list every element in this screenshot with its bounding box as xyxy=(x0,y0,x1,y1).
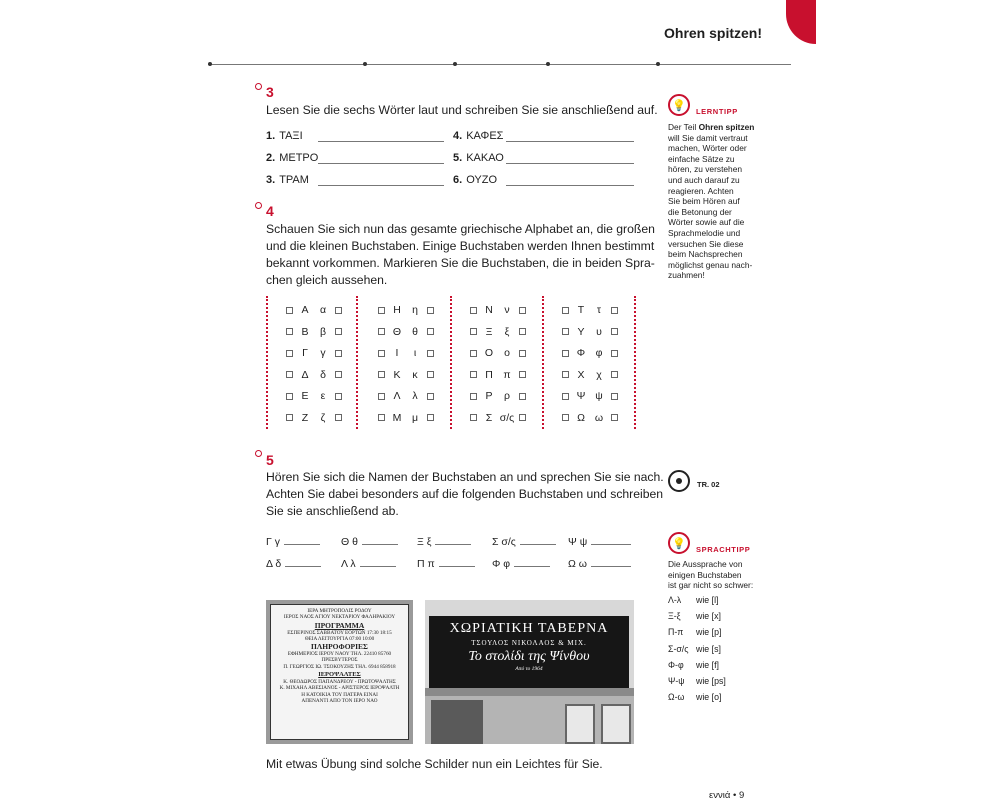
alphabet-letter: Ν ν xyxy=(467,303,529,317)
uppercase-checkbox[interactable] xyxy=(470,350,477,357)
alphabet-letter: Ξ ξ xyxy=(467,325,529,339)
uppercase-checkbox[interactable] xyxy=(378,393,385,400)
lowercase-checkbox[interactable] xyxy=(519,371,526,378)
sprachtipp-label: SPRACHTIPP xyxy=(696,545,751,554)
alphabet-letter: Λ λ xyxy=(375,389,437,403)
alphabet-letter: Ζ ζ xyxy=(283,411,345,425)
alphabet-letter: Θ θ xyxy=(375,325,437,339)
taverna-sign-photo xyxy=(425,600,634,744)
lowercase-checkbox[interactable] xyxy=(335,393,342,400)
letter-practice-item: Γ γ xyxy=(266,536,320,548)
practice-line[interactable] xyxy=(514,566,550,567)
lightbulb-icon: 💡 xyxy=(668,532,690,554)
lowercase-checkbox[interactable] xyxy=(427,328,434,335)
alphabet-letter: Φ φ xyxy=(559,346,621,360)
alphabet-letter: Β β xyxy=(283,325,345,339)
letter-practice-item: Φ φ xyxy=(492,558,550,570)
practice-line[interactable] xyxy=(439,566,475,567)
alphabet-letter: Ε ε xyxy=(283,389,345,403)
uppercase-checkbox[interactable] xyxy=(378,307,385,314)
sprachtipp-text: Die Aussprache von einigen Buchstaben ist gar nicht so schwer: xyxy=(668,559,754,591)
lowercase-checkbox[interactable] xyxy=(335,307,342,314)
uppercase-checkbox[interactable] xyxy=(562,371,569,378)
uppercase-checkbox[interactable] xyxy=(286,393,293,400)
lowercase-checkbox[interactable] xyxy=(611,393,618,400)
pronunciation-row: Ψ-ψ wie [ps] xyxy=(668,675,726,686)
lowercase-checkbox[interactable] xyxy=(335,350,342,357)
uppercase-checkbox[interactable] xyxy=(470,393,477,400)
letter-practice-item: Σ σ/ς xyxy=(492,536,556,548)
page-number: εννιά • 9 xyxy=(709,790,745,800)
letter-practice-item: Ψ ψ xyxy=(568,536,631,548)
word-answer-line[interactable] xyxy=(506,141,634,142)
word-item: 2. ΜΕΤΡΟ xyxy=(266,152,319,164)
alphabet-letter: Γ γ xyxy=(283,346,345,360)
uppercase-checkbox[interactable] xyxy=(562,307,569,314)
pronunciation-row: Ξ-ξ wie [x] xyxy=(668,611,721,622)
uppercase-checkbox[interactable] xyxy=(562,393,569,400)
alphabet-letter: Ρ ρ xyxy=(467,389,529,403)
church-plaque-photo: ΙΕΡΑ ΜΗΤΡΟΠΟΛΙΣ ΡΟΔΟΥ ΙΕΡΟΣ ΝΑΟΣ ΑΓΙΟΥ ΝΕΚΤΑΡΙΟΥ ΦΑΛΗΡΑΚΙΟΥ ΠΡΟΓΡΑΜΜΑ ΕΣΠΕΡΙΝΟΣ ΣΑΒΒΑΤΟΥ ΕΟΡΤΩΝ 17:30 18:15 ΘΕΙΑ ΛΕΙΤΟΥΡΓΙΑ 07:00 10:00 ΠΛΗΡΟΦΟΡΙΕΣ ΕΦΗΜΕΡΙΟΣ ΙΕΡΟΥ ΝΑΟΥ ΤΗΛ. 22410 85760 ΠΡΕΣΒΥΤΕΡΟΣ Π. ΓΕΩΡΓΙΟΣ ΙΩ. ΤΣΟΚΟΥΖΗΣ ΤΗΛ. 6944 858918 ΙΕΡΟΨΑΛΤΕΣ Κ. ΘΕΟΔΩΡΟΣ ΠΑΠΑΝΔΡΕΟΥ - ΠΡΩΤΟΨΑΛΤΗΣ Κ. ΜΙΧΑΗΛ ΑΒΕΣΙΑΝΟΣ - ΑΡΙΣΤΕΡΟΣ ΙΕΡΟΨΑΛΤΗ Η ΚΑΤΟΙΚΙΑ ΤΟΥ ΠΑΤΕΡΑ ΕΙΝΑΙ ΑΠΕΝΑΝΤΙ ΑΠΟ ΤΟΝ ΙΕΡΟ ΝΑΟ xyxy=(266,600,413,744)
exercise-5-instruction: Hören Sie sich die Namen der Buchstaben an und sprechen Sie sie nach. Achten Sie dabei besonders auf die folgenden Buchstaben und schreiben Sie sie anschließend ab. xyxy=(266,470,664,518)
alphabet-letter: Ο ο xyxy=(467,346,529,360)
uppercase-checkbox[interactable] xyxy=(378,414,385,421)
header-rule xyxy=(208,64,791,65)
alphabet-letter: Ψ ψ xyxy=(559,389,621,403)
lerntipp-label: LERNTIPP xyxy=(696,107,738,116)
uppercase-checkbox[interactable] xyxy=(470,414,477,421)
lowercase-checkbox[interactable] xyxy=(519,350,526,357)
exercise-5-number: 5 xyxy=(266,452,274,468)
lowercase-checkbox[interactable] xyxy=(611,350,618,357)
column-divider xyxy=(266,296,268,429)
letter-practice-item: Λ λ xyxy=(341,558,396,570)
alphabet-letter: Ω ω xyxy=(559,411,621,425)
exercise-3-number: 3 xyxy=(266,84,274,100)
word-item: 3. ΤΡΑΜ xyxy=(266,174,309,186)
lowercase-checkbox[interactable] xyxy=(611,414,618,421)
uppercase-checkbox[interactable] xyxy=(286,328,293,335)
column-divider xyxy=(634,296,636,429)
letter-practice-item: Θ θ xyxy=(341,536,398,548)
alphabet-letter: Μ μ xyxy=(375,411,437,425)
practice-line[interactable] xyxy=(435,544,471,545)
word-item: 5. ΚΑΚΑΟ xyxy=(453,152,504,164)
lowercase-checkbox[interactable] xyxy=(519,307,526,314)
column-divider xyxy=(450,296,452,429)
exercise-marker xyxy=(255,83,262,90)
uppercase-checkbox[interactable] xyxy=(286,414,293,421)
cd-icon[interactable] xyxy=(668,470,690,492)
alphabet-letter: Ι ι xyxy=(375,346,437,360)
lowercase-checkbox[interactable] xyxy=(335,414,342,421)
word-item: 1. ΤΑΞΙ xyxy=(266,130,303,142)
letter-practice-item: Ξ ξ xyxy=(417,536,471,548)
practice-line[interactable] xyxy=(591,566,631,567)
page-title: Ohren spitzen! xyxy=(664,25,763,41)
alphabet-letter: Κ κ xyxy=(375,368,437,382)
lowercase-checkbox[interactable] xyxy=(335,371,342,378)
word-answer-line[interactable] xyxy=(506,163,634,164)
alphabet-letter: Σ σ/ς xyxy=(467,411,529,425)
uppercase-checkbox[interactable] xyxy=(562,328,569,335)
word-answer-line[interactable] xyxy=(318,163,444,164)
lowercase-checkbox[interactable] xyxy=(611,371,618,378)
alphabet-letter: Τ τ xyxy=(559,303,621,317)
exercise-4-instruction: Schauen Sie sich nun das gesamte griechische Alphabet an, die großen und die kleinen Buchstaben. Einige Buchstaben werden Ihnen bestimmt bekannt vorkommen. Markieren Sie die Buchstaben, die in beiden Spra- chen gleich aussehen. xyxy=(266,222,655,287)
lightbulb-icon: 💡 xyxy=(668,94,690,116)
alphabet-letter: Π π xyxy=(467,368,529,382)
lowercase-checkbox[interactable] xyxy=(519,393,526,400)
exercise-marker xyxy=(255,450,262,457)
letter-practice-item: Δ δ xyxy=(266,558,321,570)
uppercase-checkbox[interactable] xyxy=(470,328,477,335)
column-divider xyxy=(542,296,544,429)
alphabet-letter: Α α xyxy=(283,303,345,317)
practice-line[interactable] xyxy=(284,544,320,545)
practice-line[interactable] xyxy=(360,566,396,567)
uppercase-checkbox[interactable] xyxy=(562,414,569,421)
word-item: 6. ΟΥΖΟ xyxy=(453,174,498,186)
taverna-sign: ΧΩΡΙΑΤΙΚΗ ΤΑΒΕΡΝΑ ΤΣΟΥΛΟΣ ΝΙΚΟΛΑΟΣ & ΜΙΧ. Το στολίδι της Ψίνθου Από το 1964 xyxy=(429,616,629,688)
uppercase-checkbox[interactable] xyxy=(378,371,385,378)
practice-line[interactable] xyxy=(285,566,321,567)
lerntipp-text: Der Teil Ohren spitzen will Sie damit vertraut machen, Wörter oder einfache Sätze zu hören, zu verstehen und auch darauf zu reagieren. Achten Sie beim Hören auf die Betonung der Wörter sowie auf die Sprachmelodie und versuchen Sie diese beim Nachsprechen möglichst genau nach- zuahmen! xyxy=(668,122,755,281)
uppercase-checkbox[interactable] xyxy=(378,350,385,357)
uppercase-checkbox[interactable] xyxy=(470,371,477,378)
lowercase-checkbox[interactable] xyxy=(427,393,434,400)
exercise-3-instruction: Lesen Sie die sechs Wörter laut und schreiben Sie sie anschließend auf. xyxy=(266,103,658,117)
alphabet-letter: Δ δ xyxy=(283,368,345,382)
uppercase-checkbox[interactable] xyxy=(286,350,293,357)
lowercase-checkbox[interactable] xyxy=(519,414,526,421)
pronunciation-row: Φ-φ wie [f] xyxy=(668,659,719,670)
pronunciation-table xyxy=(668,595,726,708)
lowercase-checkbox[interactable] xyxy=(427,371,434,378)
closing-sentence: Mit etwas Übung sind solche Schilder nun ein Leichtes für Sie. xyxy=(266,757,603,771)
track-label: TR. 02 xyxy=(697,480,720,489)
lowercase-checkbox[interactable] xyxy=(611,307,618,314)
pronunciation-row: Π-π wie [p] xyxy=(668,627,722,638)
exercise-marker xyxy=(255,202,262,209)
lowercase-checkbox[interactable] xyxy=(427,350,434,357)
alphabet-letter: Χ χ xyxy=(559,368,621,382)
lowercase-checkbox[interactable] xyxy=(427,307,434,314)
pronunciation-row: Ω-ω wie [o] xyxy=(668,692,722,703)
word-item: 4. ΚΑΦΕΣ xyxy=(453,130,504,142)
alphabet-letter: Η η xyxy=(375,303,437,317)
pronunciation-row: Λ-λ wie [l] xyxy=(668,595,719,605)
column-divider xyxy=(356,296,358,429)
letter-practice-item: Ω ω xyxy=(568,558,631,570)
uppercase-checkbox[interactable] xyxy=(286,307,293,314)
uppercase-checkbox[interactable] xyxy=(378,328,385,335)
uppercase-checkbox[interactable] xyxy=(562,350,569,357)
practice-line[interactable] xyxy=(362,544,398,545)
alphabet-letter: Υ υ xyxy=(559,325,621,339)
lowercase-checkbox[interactable] xyxy=(427,414,434,421)
lowercase-checkbox[interactable] xyxy=(611,328,618,335)
red-corner-tab xyxy=(786,0,816,44)
lowercase-checkbox[interactable] xyxy=(335,328,342,335)
exercise-4-number: 4 xyxy=(266,203,274,219)
uppercase-checkbox[interactable] xyxy=(286,371,293,378)
practice-line[interactable] xyxy=(520,544,556,545)
word-answer-line[interactable] xyxy=(506,185,634,186)
word-answer-line[interactable] xyxy=(318,185,444,186)
letter-practice-item: Π π xyxy=(417,558,475,570)
word-answer-line[interactable] xyxy=(318,141,444,142)
pronunciation-row: Σ-σ/ς wie [s] xyxy=(668,643,721,654)
practice-line[interactable] xyxy=(591,544,631,545)
lowercase-checkbox[interactable] xyxy=(519,328,526,335)
uppercase-checkbox[interactable] xyxy=(470,307,477,314)
